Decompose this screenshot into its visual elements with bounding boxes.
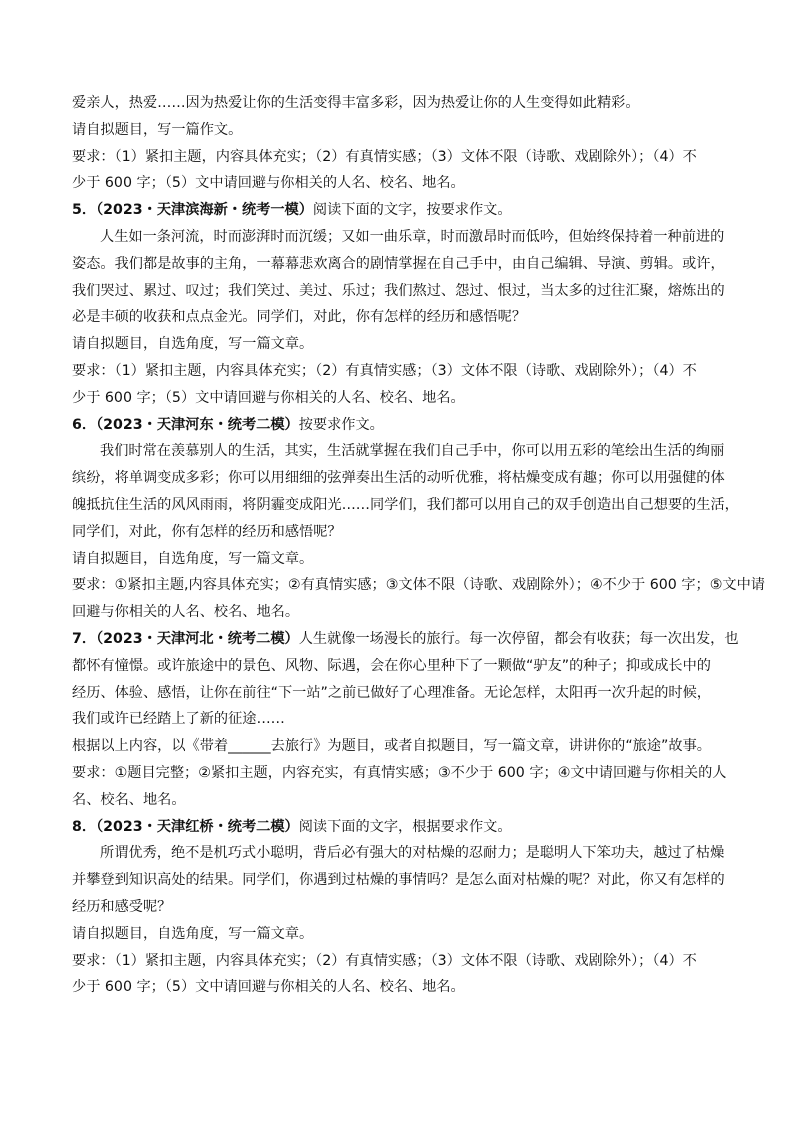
requirement-line: 要求：①题目完整；②紧扣主题，内容充实，有真情实感；③不少于 600 字；④文中请回避与你相关的人 <box>72 764 727 781</box>
requirement-line: 少于 600 字；（5）文中请回避与你相关的人名、校名、地名。 <box>72 979 465 996</box>
passage-line: 我们时常在羡慕别人的生活，其实，生活就掌握在我们自己手中，你可以用五彩的笔绘出生活的绚丽 <box>100 443 725 460</box>
question-heading <box>72 626 739 653</box>
question-7 <box>72 626 739 814</box>
question-heading <box>72 814 732 841</box>
requirement-line: 根据以上内容，以《带着______去旅行》为题目，或者自拟题目，写一篇文章，讲讲你的“旅途”故事。 <box>72 738 711 755</box>
document-page <box>72 90 765 1001</box>
intro-line: 少于 600 字；（5）文中请回避与你相关的人名、校名、地名。 <box>72 175 465 192</box>
intro-line: 请自拟题目，写一篇作文。 <box>72 121 243 138</box>
passage-line: 经历和感受呢？ <box>72 898 172 915</box>
requirement-line: 要求：（1）紧扣主题，内容具体充实；（2）有真情实感；（3）文体不限（诗歌、戏剧除外）；（4）不 <box>72 362 697 379</box>
question-number: 7． <box>72 630 97 647</box>
requirement-line: 名、校名、地名。 <box>72 791 186 808</box>
passage-line: 同学们，对此，你有怎样的经历和感悟呢？ <box>72 523 342 540</box>
requirement-line: 请自拟题目，自选角度，写一篇文章。 <box>72 550 314 567</box>
intro-line: 要求：（1）紧扣主题，内容具体充实；（2）有真情实感；（3）文体不限（诗歌、戏剧除外）；（4）不 <box>72 148 697 165</box>
question-source: （2023・天津河北・统考二模） <box>96 630 299 647</box>
question-number: 6． <box>72 416 97 433</box>
requirement-line: 回避与你相关的人名、校名、地名。 <box>72 604 300 621</box>
question-source: （2023・天津滨海新・统考一模） <box>96 202 313 219</box>
question-source: （2023・天津河东・统考二模） <box>96 416 299 433</box>
passage-line: 都怀有憧憬。或许旅途中的景色、风物、际遇，会在你心里种下了一颗做“驴友”的种子；抑或成长中的 <box>72 657 711 674</box>
question-6 <box>72 412 765 626</box>
question-instruction: 阅读下面的文字，按要求作文。 <box>312 202 512 219</box>
question-source: （2023・天津红桥・统考二模） <box>96 818 299 835</box>
passage-line: 经历、体验、感悟，让你在前往“下一站”之前已做好了心理准备。无论怎样，太阳再一次升起的时候， <box>72 684 711 701</box>
question-8 <box>72 814 732 1002</box>
requirement-line: 要求：（1）紧扣主题，内容具体充实；（2）有真情实感；（3）文体不限（诗歌、戏剧除外）；（4）不 <box>72 952 697 969</box>
passage-line: 所谓优秀，绝不是机巧式小聪明，背后必有强大的对枯燥的忍耐力；是聪明人下笨功夫，越过了枯燥 <box>100 845 725 862</box>
passage-line: 并攀登到知识高处的结果。同学们，你遇到过枯燥的事情吗？是怎么面对枯燥的呢？对此，你又有怎样的 <box>72 872 725 889</box>
requirement-line: 要求：①紧扣主题,内容具体充实；②有真情实感；③文体不限（诗歌、戏剧除外）；④不少于 600 字；⑤文中请 <box>72 577 765 594</box>
question-instruction: 人生就像一场漫长的旅行。每一次停留，都会有收获；每一次出发，也 <box>298 630 739 647</box>
question-number: 8． <box>72 818 97 835</box>
passage-line: 人生如一条河流，时而澎湃时而沉缓；又如一曲乐章，时而激昂时而低吟，但始终保持着一种前进的 <box>100 228 725 245</box>
intro-block <box>72 90 732 197</box>
question-5 <box>72 197 732 411</box>
passage-line: 我们哭过、累过、叹过；我们笑过、美过、乐过；我们熬过、怨过、恨过，当太多的过往汇聚，熔炼出的 <box>72 282 725 299</box>
passage-line: 缤纷，将单调变成多彩；你可以用细细的弦弹奏出生活的动听优雅，将枯燥变成有趣；你可以用强健的体 <box>72 470 725 487</box>
passage-line: 姿态。我们都是故事的主角，一幕幕悲欢离合的剧情掌握在自己手中，由自己编辑、导演、剪辑。或许， <box>72 255 725 272</box>
passage-line: 魄抵抗住生活的风风雨雨，将阴霾变成阳光……同学们，我们都可以用自己的双手创造出自己想要的生活， <box>72 496 739 513</box>
requirement-line: 请自拟题目，自选角度，写一篇文章。 <box>72 336 314 353</box>
question-heading <box>72 197 732 224</box>
question-instruction: 阅读下面的文字，根据要求作文。 <box>298 818 512 835</box>
intro-line: 爱亲人，热爱……因为热爱让你的生活变得丰富多彩，因为热爱让你的人生变得如此精彩。 <box>72 95 640 111</box>
question-instruction: 按要求作文。 <box>298 416 384 433</box>
requirement-line: 请自拟题目，自选角度，写一篇文章。 <box>72 925 314 942</box>
requirement-line: 少于 600 字；（5）文中请回避与你相关的人名、校名、地名。 <box>72 389 465 406</box>
passage-line: 我们或许已经踏上了新的征途…… <box>72 711 285 728</box>
passage-line: 必是丰硕的收获和点点金光。同学们，对此，你有怎样的经历和感悟呢？ <box>72 309 527 326</box>
question-heading <box>72 412 732 439</box>
question-number: 5． <box>72 202 97 219</box>
